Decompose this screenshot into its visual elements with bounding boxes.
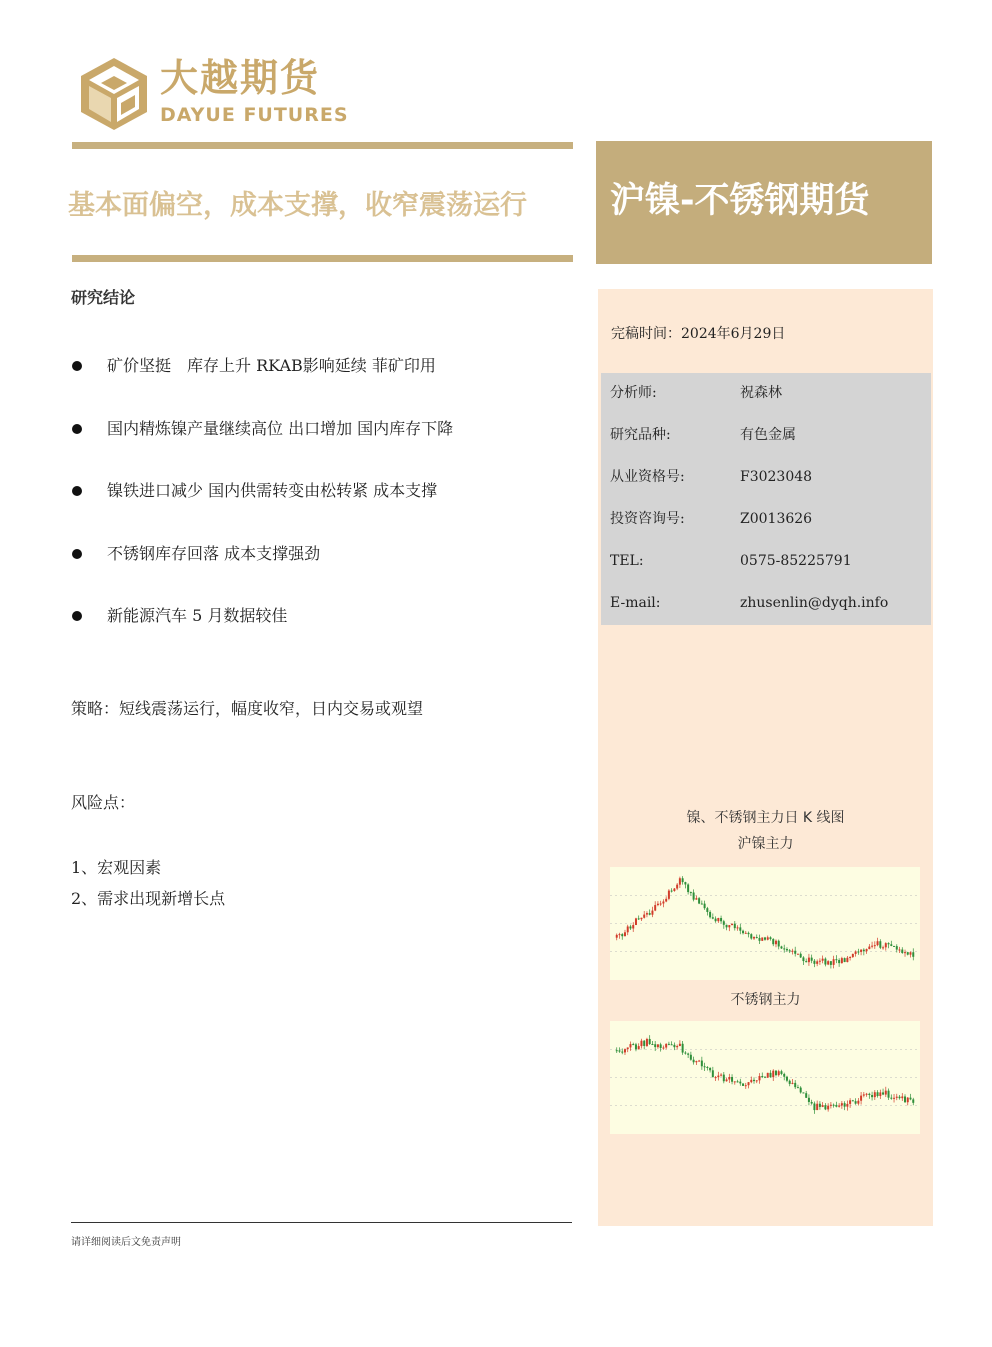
info-row-tel: [610, 549, 852, 573]
stainless-candle-body: [709, 1068, 711, 1070]
stainless-candle-body: [904, 1096, 906, 1102]
nickel-candle-body: [753, 937, 755, 938]
nickel-kline-chart: [610, 867, 920, 980]
stainless-candle-body: [676, 1046, 678, 1047]
nickel-candle-body: [813, 961, 815, 964]
stainless-candle-body: [838, 1105, 840, 1106]
nickel-candle-body: [780, 946, 782, 948]
stainless-candle-body: [657, 1044, 659, 1047]
stainless-candle-body: [783, 1074, 785, 1077]
nickel-candle-body: [657, 904, 659, 905]
stainless-candle-body: [704, 1066, 706, 1067]
nickel-candle-body: [709, 912, 711, 917]
stainless-candle-body: [728, 1077, 730, 1079]
stainless-chart-title: 不锈钢主力: [730, 992, 801, 1008]
stainless-candle-body: [684, 1053, 686, 1054]
nickel-candle-body: [855, 951, 857, 953]
stainless-candle-body: [802, 1092, 804, 1093]
nickel-candle-body: [640, 918, 642, 919]
nickel-candle-body: [690, 892, 692, 893]
nickel-candle-body: [904, 952, 906, 953]
info-value[interactable]: zhusenlin@dyqh.info: [740, 595, 889, 611]
nickel-candle-body: [665, 899, 667, 902]
nickel-candle-body: [715, 919, 717, 922]
stainless-candle-body: [627, 1047, 629, 1049]
stainless-candle-body: [893, 1098, 895, 1099]
stainless-candle-body: [912, 1099, 914, 1102]
stainless-candle-body: [712, 1070, 714, 1077]
report-headline: 基本面偏空，成本支撑，收窄震荡运行: [68, 190, 527, 221]
nickel-candle-body: [679, 878, 681, 884]
stainless-candle-body: [671, 1044, 673, 1045]
nickel-candle-body: [759, 938, 761, 941]
nickel-candle-body: [791, 951, 793, 952]
stainless-candle-body: [764, 1077, 766, 1078]
nickel-candle-body: [737, 927, 739, 928]
stainless-candle-body: [748, 1082, 750, 1085]
footer-rule: [71, 1222, 572, 1223]
nickel-candle-body: [671, 891, 673, 892]
stainless-candle-body: [695, 1061, 697, 1062]
info-label: 从业资格号:: [610, 469, 685, 485]
headline-bottom-rule: [72, 255, 573, 262]
stainless-candle-body: [632, 1044, 634, 1045]
nickel-candle-body: [868, 947, 870, 950]
stainless-candle-body: [797, 1087, 799, 1088]
stainless-kline-chart: [610, 1021, 920, 1134]
nickel-candle-body: [877, 941, 879, 945]
stainless-candle-body: [874, 1092, 876, 1097]
nickel-candle-body: [778, 941, 780, 947]
nickel-candle-body: [838, 960, 840, 963]
nickel-candle-body: [764, 937, 766, 939]
nickel-candle-body: [849, 957, 851, 958]
nickel-candle-body: [676, 885, 678, 889]
stainless-candle-body: [849, 1100, 851, 1104]
nickel-candle-body: [910, 952, 912, 954]
bullet-icon: [72, 611, 82, 621]
nickel-candle-body: [805, 961, 807, 962]
logo-english-name: DAYUE FUTURES: [160, 104, 349, 126]
info-label: E-mail:: [610, 595, 661, 611]
stainless-candle-body: [723, 1075, 725, 1082]
report-title: 沪镍-不锈钢期货: [610, 181, 870, 221]
bullet-icon: [72, 361, 82, 371]
stainless-candle-body: [910, 1098, 912, 1100]
nickel-candle-body: [693, 892, 695, 899]
logo-icon: [79, 56, 149, 132]
risk-heading: 风险点：: [71, 793, 136, 812]
stainless-candle-body: [877, 1092, 879, 1096]
stainless-candle-body: [679, 1044, 681, 1046]
info-value: 祝森林: [740, 385, 782, 401]
stainless-candle-body: [649, 1039, 651, 1044]
stainless-candle-body: [635, 1044, 637, 1049]
stainless-candle-body: [899, 1097, 901, 1098]
info-row-consulting: [610, 507, 813, 531]
stainless-candle-body: [863, 1094, 865, 1095]
stainless-candle-body: [844, 1103, 846, 1106]
stainless-candle-body: [618, 1050, 620, 1051]
nickel-candle-body: [772, 939, 774, 944]
nickel-candle-body: [748, 933, 750, 934]
headline-top-rule: [72, 142, 573, 149]
nickel-candle-body: [816, 961, 818, 964]
nickel-candle-body: [827, 961, 829, 964]
stainless-candle-body: [786, 1077, 788, 1081]
stainless-candle-body: [835, 1105, 837, 1107]
nickel-candle-body: [860, 950, 862, 952]
nickel-candle-body: [720, 918, 722, 921]
stainless-candle-body: [857, 1101, 859, 1104]
nickel-candle-body: [890, 944, 892, 946]
nickel-candle-body: [731, 924, 733, 925]
stainless-candle-body: [901, 1096, 903, 1098]
stainless-candle-body: [640, 1041, 642, 1046]
info-row-category: [610, 423, 796, 447]
stainless-candle-body: [871, 1095, 873, 1097]
nickel-candle-body: [616, 935, 618, 938]
nickel-candle-body: [899, 950, 901, 951]
nickel-candle-body: [646, 913, 648, 914]
risk-item: 2、需求出现新增长点: [71, 889, 226, 908]
nickel-candle-body: [888, 943, 890, 944]
nickel-candle-body: [660, 903, 662, 904]
nickel-candle-body: [775, 941, 777, 944]
nickel-candle-body: [794, 951, 796, 954]
nickel-candle-body: [797, 954, 799, 955]
nickel-candle-body: [635, 918, 637, 925]
info-value: F3023048: [740, 469, 813, 485]
nickel-candle-body: [786, 949, 788, 950]
info-row-analyst: [610, 381, 782, 405]
nickel-candle-body: [893, 946, 895, 947]
stainless-candle-body: [808, 1098, 810, 1102]
nickel-candle-body: [745, 933, 747, 934]
nickel-candle-body: [629, 926, 631, 928]
nickel-candle-body: [662, 901, 664, 903]
stainless-candle-body: [780, 1071, 782, 1074]
stainless-candle-body: [742, 1083, 744, 1086]
stainless-candle-body: [769, 1073, 771, 1077]
stainless-candle-body: [830, 1105, 832, 1106]
stainless-candle-body: [698, 1061, 700, 1062]
nickel-candle-body: [866, 949, 868, 951]
nickel-candle-body: [802, 957, 804, 961]
nickel-candle-body: [638, 918, 640, 919]
nickel-candle-body: [673, 889, 675, 891]
stainless-candle-body: [662, 1048, 664, 1049]
nickel-candle-body: [701, 904, 703, 905]
stainless-candle-body: [753, 1080, 755, 1081]
nickel-candle-body: [824, 959, 826, 965]
info-label: TEL:: [610, 553, 644, 569]
nickel-candle-body: [767, 937, 769, 939]
analyst-info-box: [601, 373, 931, 625]
stainless-candle-body: [868, 1094, 870, 1095]
nickel-candle-body: [846, 958, 848, 962]
stainless-candle-body: [890, 1098, 892, 1099]
bullet-icon: [72, 549, 82, 559]
nickel-candle-body: [734, 924, 736, 928]
stainless-candle-body: [693, 1060, 695, 1063]
nickel-candle-body: [811, 958, 813, 961]
nickel-candle-body: [643, 915, 645, 918]
nickel-candle-body: [756, 937, 758, 938]
nickel-candle-body: [901, 950, 903, 954]
stainless-candle-body: [767, 1073, 769, 1078]
stainless-candle-body: [629, 1044, 631, 1047]
stainless-candle-body: [706, 1067, 708, 1068]
stainless-candle-body: [715, 1077, 717, 1078]
report-title-block: [596, 141, 932, 264]
stainless-candle-body: [800, 1088, 802, 1093]
nickel-candle-body: [684, 882, 686, 884]
stainless-candle-body: [879, 1092, 881, 1096]
nickel-candle-body: [857, 951, 859, 952]
nickel-candle-body: [800, 954, 802, 958]
conclusion-heading: 研究结论: [71, 288, 136, 307]
info-label: 研究品种:: [610, 427, 671, 443]
stainless-candle-body: [660, 1044, 662, 1048]
stainless-candle-body: [734, 1081, 736, 1082]
stainless-candle-body: [651, 1044, 653, 1045]
nickel-candle-body: [871, 946, 873, 947]
stainless-candle-body: [624, 1049, 626, 1052]
nickel-candle-body: [844, 958, 846, 962]
stainless-candle-body: [888, 1091, 890, 1098]
nickel-candle-body: [687, 884, 689, 892]
nickel-candle-body: [783, 948, 785, 949]
nickel-candle-body: [761, 937, 763, 940]
stainless-candle-body: [841, 1103, 843, 1105]
nickel-candle-body: [882, 947, 884, 948]
nickel-candle-body: [695, 898, 697, 899]
nickel-candle-body: [712, 917, 714, 918]
nickel-candle-body: [896, 946, 898, 949]
nickel-candle-body: [624, 932, 626, 936]
stainless-candle-body: [739, 1082, 741, 1084]
stainless-candle-body: [896, 1097, 898, 1098]
stainless-candle-body: [885, 1091, 887, 1095]
nickel-candle-body: [649, 913, 651, 915]
nickel-candle-body: [742, 931, 744, 933]
nickel-candle-body: [717, 918, 719, 921]
stainless-candle-body: [717, 1076, 719, 1078]
nickel-candle-body: [621, 934, 623, 936]
nickel-candle-body: [822, 959, 824, 961]
nickel-candle-body: [651, 911, 653, 915]
stainless-candle-body: [794, 1083, 796, 1087]
disclaimer-note: 请详细阅读后文免责声明: [71, 1237, 181, 1248]
stainless-candle-body: [643, 1041, 645, 1046]
nickel-kline-svg: [610, 867, 920, 980]
nickel-candle-body: [726, 925, 728, 928]
stainless-candle-body: [805, 1093, 807, 1098]
nickel-candle-body: [698, 898, 700, 903]
completion-date: 完稿时间：2024年6月29日: [611, 326, 786, 342]
stainless-kline-svg: [610, 1021, 920, 1134]
nickel-candle-body: [833, 959, 835, 965]
stainless-candle-body: [866, 1094, 868, 1095]
risk-item: 1、宏观因素: [71, 858, 162, 877]
stainless-candle-body: [682, 1044, 684, 1053]
nickel-candle-body: [841, 958, 843, 963]
stainless-candle-body: [638, 1046, 640, 1049]
nickel-candle-body: [723, 921, 725, 925]
nickel-candle-body: [668, 891, 670, 899]
stainless-candle-body: [687, 1054, 689, 1055]
nickel-candle-body: [852, 954, 854, 957]
strategy-text: 策略：短线震荡运行，幅度收窄，日内交易或观望: [71, 699, 424, 718]
stainless-candle-body: [720, 1075, 722, 1076]
nickel-candle-body: [907, 952, 909, 954]
stainless-candle-body: [907, 1098, 909, 1103]
nickel-candle-body: [879, 941, 881, 948]
bullet-icon: [72, 486, 82, 496]
nickel-candle-body: [627, 926, 629, 932]
stainless-candle-body: [822, 1105, 824, 1107]
info-sidebar: [598, 289, 933, 1226]
info-value: 0575-85225791: [740, 553, 852, 569]
info-label: 投资咨询号:: [610, 511, 685, 527]
stainless-candle-body: [813, 1103, 815, 1110]
stainless-candle-body: [668, 1044, 670, 1045]
stainless-candle-body: [756, 1080, 758, 1081]
stainless-candle-body: [819, 1104, 821, 1107]
stainless-candle-body: [775, 1071, 777, 1075]
nickel-candle-body: [769, 937, 771, 939]
stainless-candle-body: [852, 1100, 854, 1101]
nickel-candle-body: [819, 961, 821, 962]
nickel-candle-body: [808, 958, 810, 963]
info-value: Z0013626: [740, 511, 813, 527]
stainless-candle-body: [665, 1044, 667, 1048]
stainless-candle-body: [745, 1085, 747, 1086]
nickel-candle-body: [863, 950, 865, 952]
nickel-candle-body: [874, 945, 876, 946]
stainless-candle-body: [761, 1076, 763, 1077]
stainless-candle-body: [791, 1083, 793, 1084]
info-label: 分析师:: [610, 385, 657, 401]
stainless-candle-body: [824, 1105, 826, 1109]
stainless-candle-body: [750, 1080, 752, 1082]
stainless-candle-body: [811, 1102, 813, 1104]
stainless-candle-body: [646, 1039, 648, 1046]
nickel-candle-body: [885, 943, 887, 947]
stainless-candle-body: [846, 1104, 848, 1107]
nickel-candle-body: [704, 904, 706, 909]
bullet-icon: [72, 424, 82, 434]
stainless-candle-body: [726, 1079, 728, 1081]
nickel-candle-body: [750, 934, 752, 938]
nickel-candle-body: [830, 961, 832, 965]
nickel-candle-body: [739, 927, 741, 930]
stainless-candle-body: [778, 1071, 780, 1075]
nickel-candle-body: [912, 952, 914, 957]
stainless-candle-body: [827, 1106, 829, 1110]
nickel-chart-title: 沪镍主力: [737, 836, 794, 852]
stainless-candle-body: [759, 1076, 761, 1080]
stainless-candle-body: [621, 1052, 623, 1053]
stainless-candle-body: [833, 1105, 835, 1106]
info-value: 有色金属: [740, 427, 796, 443]
stainless-candle-body: [616, 1050, 618, 1051]
stainless-candle-body: [731, 1077, 733, 1082]
stainless-candle-body: [737, 1081, 739, 1082]
stainless-candle-body: [772, 1071, 774, 1077]
stainless-candle-body: [701, 1061, 703, 1067]
nickel-candle-body: [835, 959, 837, 960]
nickel-candle-body: [632, 925, 634, 928]
nickel-candle-body: [706, 908, 708, 912]
nickel-candle-body: [618, 934, 620, 935]
nickel-candle-body: [789, 950, 791, 951]
stainless-candle-body: [789, 1081, 791, 1084]
nickel-candle-body: [728, 925, 730, 927]
stainless-candle-body: [673, 1045, 675, 1047]
stainless-candle-body: [882, 1092, 884, 1094]
nickel-candle-body: [654, 905, 656, 911]
stainless-candle-body: [654, 1044, 656, 1047]
risk-list: [71, 852, 225, 914]
stainless-candle-body: [690, 1055, 692, 1060]
nickel-candle-body: [682, 878, 684, 882]
stainless-candle-body: [855, 1101, 857, 1103]
info-row-qualification: [610, 465, 813, 489]
stainless-candle-body: [860, 1096, 862, 1101]
charts-title: 镍、不锈钢主力日 K 线图: [686, 810, 845, 826]
stainless-candle-body: [816, 1104, 818, 1110]
info-row-email: [610, 591, 889, 615]
logo-chinese-name: 大越期货: [160, 56, 321, 100]
